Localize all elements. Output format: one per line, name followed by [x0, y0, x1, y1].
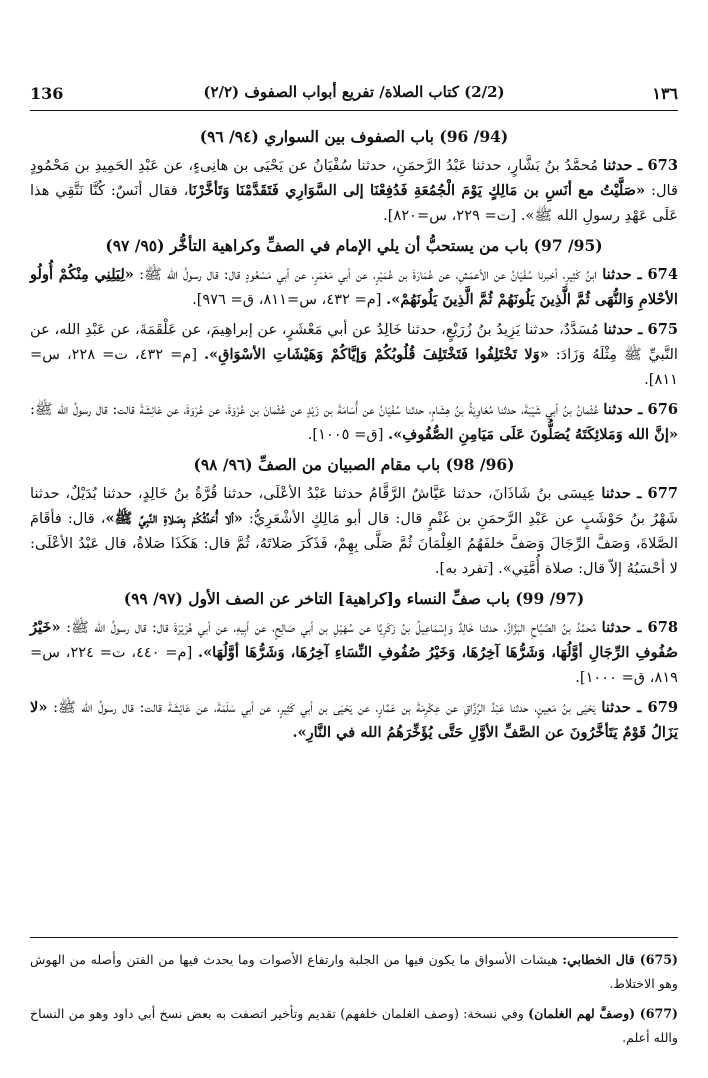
- hadith-matn: «وَلا تَخْتَلِفُوا فَتَخْتَلِفَ قُلُوبُكُمْ وَإيَّاكُمْ وَهَيْشَاتِ الأسْوَاقِ».: [203, 346, 549, 363]
- hadith-rest: ، قال: فأقَامَ الصَّلاةَ، وَصَفَّ الرِّجَالَ وَصَفَّ خلفَهُمُ الغِلْمَانَ ثُمَّ صَلَّى بِهِمْ، فَذَكَرَ صَلاتَهُ، ثُمَّ قال: هَكَذَا صَلاةُ، قال عَبْدُ الأعْلَى: لا أحْسَبُهُ إلاّ قال: صلاة أُمَّتِي».: [30, 510, 678, 577]
- footnote-text: وفي نسخة: (وصف الغلمان خلفهم) تقديم وتأخير اتصفت به بعض نسخ أبي داود وهو من النساخ والله أعلم.: [30, 1006, 678, 1045]
- hadith-matn: «صَلَّيْتُ مع أنَسِ بن مَالِكٍ يَوْمَ الْجُمُعَةِ فَدُفِعْنَا إلى السَّوَارِي فَتَقَدَّمْنَا وَتَأخَّرْنَا: [188, 182, 646, 199]
- page-number-arabic: ١٣٦: [652, 84, 678, 103]
- hadith-673: [30, 153, 678, 228]
- hadith-rest: [197, 346, 204, 363]
- hadith-679: [30, 695, 678, 745]
- hadith-number: 673 ـ حدثنا: [602, 157, 678, 174]
- footnotes: [30, 948, 678, 1056]
- running-title: (2/2) كتاب الصلاة/ تفريع أبواب الصفوف (٢/٢): [203, 83, 505, 101]
- hadith-reference: [تفرد به].: [434, 560, 494, 577]
- hadith-number: 674 ـ حدثنا: [602, 266, 678, 283]
- page-number-latin: 136: [30, 84, 64, 103]
- hadith-rest: ، فقال أنَسٌ: كُنَّا نَتَّقِي هذا عَلَى عَهْدِ رسولِ الله ﷺ».: [30, 182, 678, 224]
- footnote-675: [30, 948, 678, 996]
- hadith-matn: «لا يَزَالُ قَوْمٌ يَتَأخَّرُونَ عن الصَّفِّ الأوَّلِ حَتَّى يُؤَخِّرَهُمُ الله في النَّارِ».: [30, 699, 678, 741]
- main-text: [30, 124, 678, 750]
- footnote-lead: (677) (وصفَّ لهم الغلمان): [528, 1006, 679, 1021]
- hadith-reference: [ت= ٢٢٩، س=٨٢٠].: [383, 207, 517, 224]
- hadith-matn: «إنَّ الله وَمَلائِكَتَهُ يُصَلُّونَ عَلَى مَيَامِنِ الصُّفُوفِ».: [388, 426, 678, 443]
- footnote-677: [30, 1002, 678, 1050]
- hadith-number: 679 ـ حدثنا: [601, 699, 679, 716]
- hadith-number: 677 ـ حدثنا: [601, 485, 679, 502]
- chapter-heading: (94/ 96) باب الصفوف بين السواري (٩٤/ ٩٦): [199, 127, 509, 146]
- hadith-isnad: مُحمَّدُ بنُ الصَّبَّاحِ البَزَّازُ، حدثنا خَالِدٌ وَإسْمَاعِيلُ بنُ زَكَرِيَّا عن سُهَيْلِ بن أبي صَالِحٍ، عن أبِيهِ، عن أبي هُرَيْرَةَ قال: قال رسولُ الله ﷺ:: [60, 619, 602, 636]
- hadith-number: 676 ـ حدثنا: [603, 401, 679, 418]
- hadith-number: 675 ـ حدثنا: [603, 321, 679, 338]
- footnote-text: هيشات الأسواق ما يكون فيها من الجلبة وارتفاع الأصوات وما يحدث فيها من الفتن وأصله من الهوش وهو الاختلاط.: [30, 952, 678, 991]
- hadith-674: [30, 262, 678, 312]
- hadith-isnad: عِيسَى بنُ شَاذَانَ، حدثنا عَيَّاشٌ الرَّقَّامُ حدثنا عَبْدُ الأعْلَى، حدثنا قُرَّةُ بنُ خَالِدٍ، حدثنا بُدَيْلٌ، حدثنا شَهْرُ بنُ حَوْشَبٍ عن عَبْدِ الرَّحمَنِ بن غَنْمٍ قال: قال أبو مَالِكٍ الأشْعَرِيُّ:: [30, 485, 679, 527]
- hadith-reference: [م= ٤٣٢، ت= ٢٢٨، س= ٨١١].: [30, 346, 678, 388]
- hadith-reference: [م= ٤٣٢، س=٨١١، ق= ٩٧٦].: [192, 291, 382, 308]
- chapter-heading: (97/ 99) باب صفِّ النساء و[كراهية] التاخر عن الصف الأول (٩٧/ ٩٩): [123, 589, 585, 608]
- hadith-isnad: عُثْمانُ بنُ أبي شَيْبَةَ، حدثنا مُعَاوِيَةُ بنُ هِشَامٍ، حدثنا سُفْيَانُ عن أُسَامَةَ بن زَيْدٍ عن عُثْمانَ بن عُرْوَةَ، عن عُرْوَةَ، عن عَائِشَةَ قالت: قال رسولُ الله ﷺ:: [30, 401, 604, 418]
- hadith-matn: «خَيْرُ صُفُوفِ الرِّجَالِ أوَّلُهَا، وَشَرُّهَا آخِرُهَا، وَخَيْرُ صُفُوفِ النِّسَاءِ آخِرُهَا، وَشَرُّهَا أوَّلُهَا».: [30, 619, 678, 661]
- hadith-isnad: مُسَدَّدٌ، حدثنا يَزِيدُ بنُ زُرَيْعٍ، حدثنا خَالِدٌ عن أبي مَعْشَرٍ، عن إبراهِيمَ، عن عَلْقَمَةَ، عن عَبْدِ الله، عن النَّبيِّ ﷺ مِثْلَهُ وَزَادَ:: [30, 321, 678, 363]
- chapter-heading: (96/ 98) باب مقام الصبيان من الصفِّ (٩٦/ ٩٨): [193, 455, 515, 474]
- hadith-reference: [ق= ١٠٠٥].: [307, 426, 384, 443]
- chapter-heading: (95/ 97) باب من يستحبُّ أن يلي الإمام في الصفِّ وكراهية التأخُّر (٩٥/ ٩٧): [105, 236, 603, 255]
- hadith-reference: [م= ٤٤٠، ت= ٢٢٤، س= ٨١٩، ق= ١٠٠٠].: [30, 644, 678, 686]
- hadith-isnad: ابنُ كَثِيرٍ، أخبرنا سُفْيَانُ عن الأعمَشِ، عن عُمَارَةَ بن عُمَيْرٍ، عن أبي مَعْمَرٍ، عن أبي مَسْعُودٍ قال: قال رسولُ الله ﷺ:: [133, 266, 603, 283]
- running-header: [30, 78, 678, 111]
- hadith-677: [30, 481, 678, 581]
- hadith-675: [30, 317, 678, 392]
- hadith-matn: «لِيَلِنِي مِنْكُمْ أُولُو الأحْلامِ وَالنُّهَى ثُمَّ الَّذِينَ يَلُونَهُمْ ثُمَّ الَّذِينَ يَلُونَهُمْ».: [30, 266, 678, 308]
- hadith-676: [30, 397, 678, 447]
- footnote-lead: (675) قال الخطابي:: [562, 952, 678, 967]
- hadith-678: [30, 615, 678, 690]
- hadith-isnad: مُحمَّدُ بنُ بَشَّارٍ، حدثنا عَبْدُ الرَّحمَنِ، حدثنا سُفْيَانُ عن يَحْيَى بن هانِىءٍ، عن عَبْدِ الحَمِيدِ بن مَحْمُودٍ قال:: [30, 157, 678, 199]
- footnote-divider: [30, 937, 678, 938]
- hadith-matn: «ألا أُحَدِّثُكُمْ بِصَلاةِ النَّبِيِّ ﷺ»: [105, 510, 243, 527]
- hadith-isnad: يَحْيَى بنُ مَعِينٍ، حدثنا عَبْدُ الرَّزَّاقِ عن عِكْرِمَةَ بن عَمَّارٍ، عن يَحْيَى بن أبي كَثِيرٍ، عن أبي سَلَمَةَ، عن عَائِشَةَ قالت: قال رسولُ الله ﷺ:: [47, 699, 602, 716]
- hadith-number: 678 ـ حدثنا: [601, 619, 679, 636]
